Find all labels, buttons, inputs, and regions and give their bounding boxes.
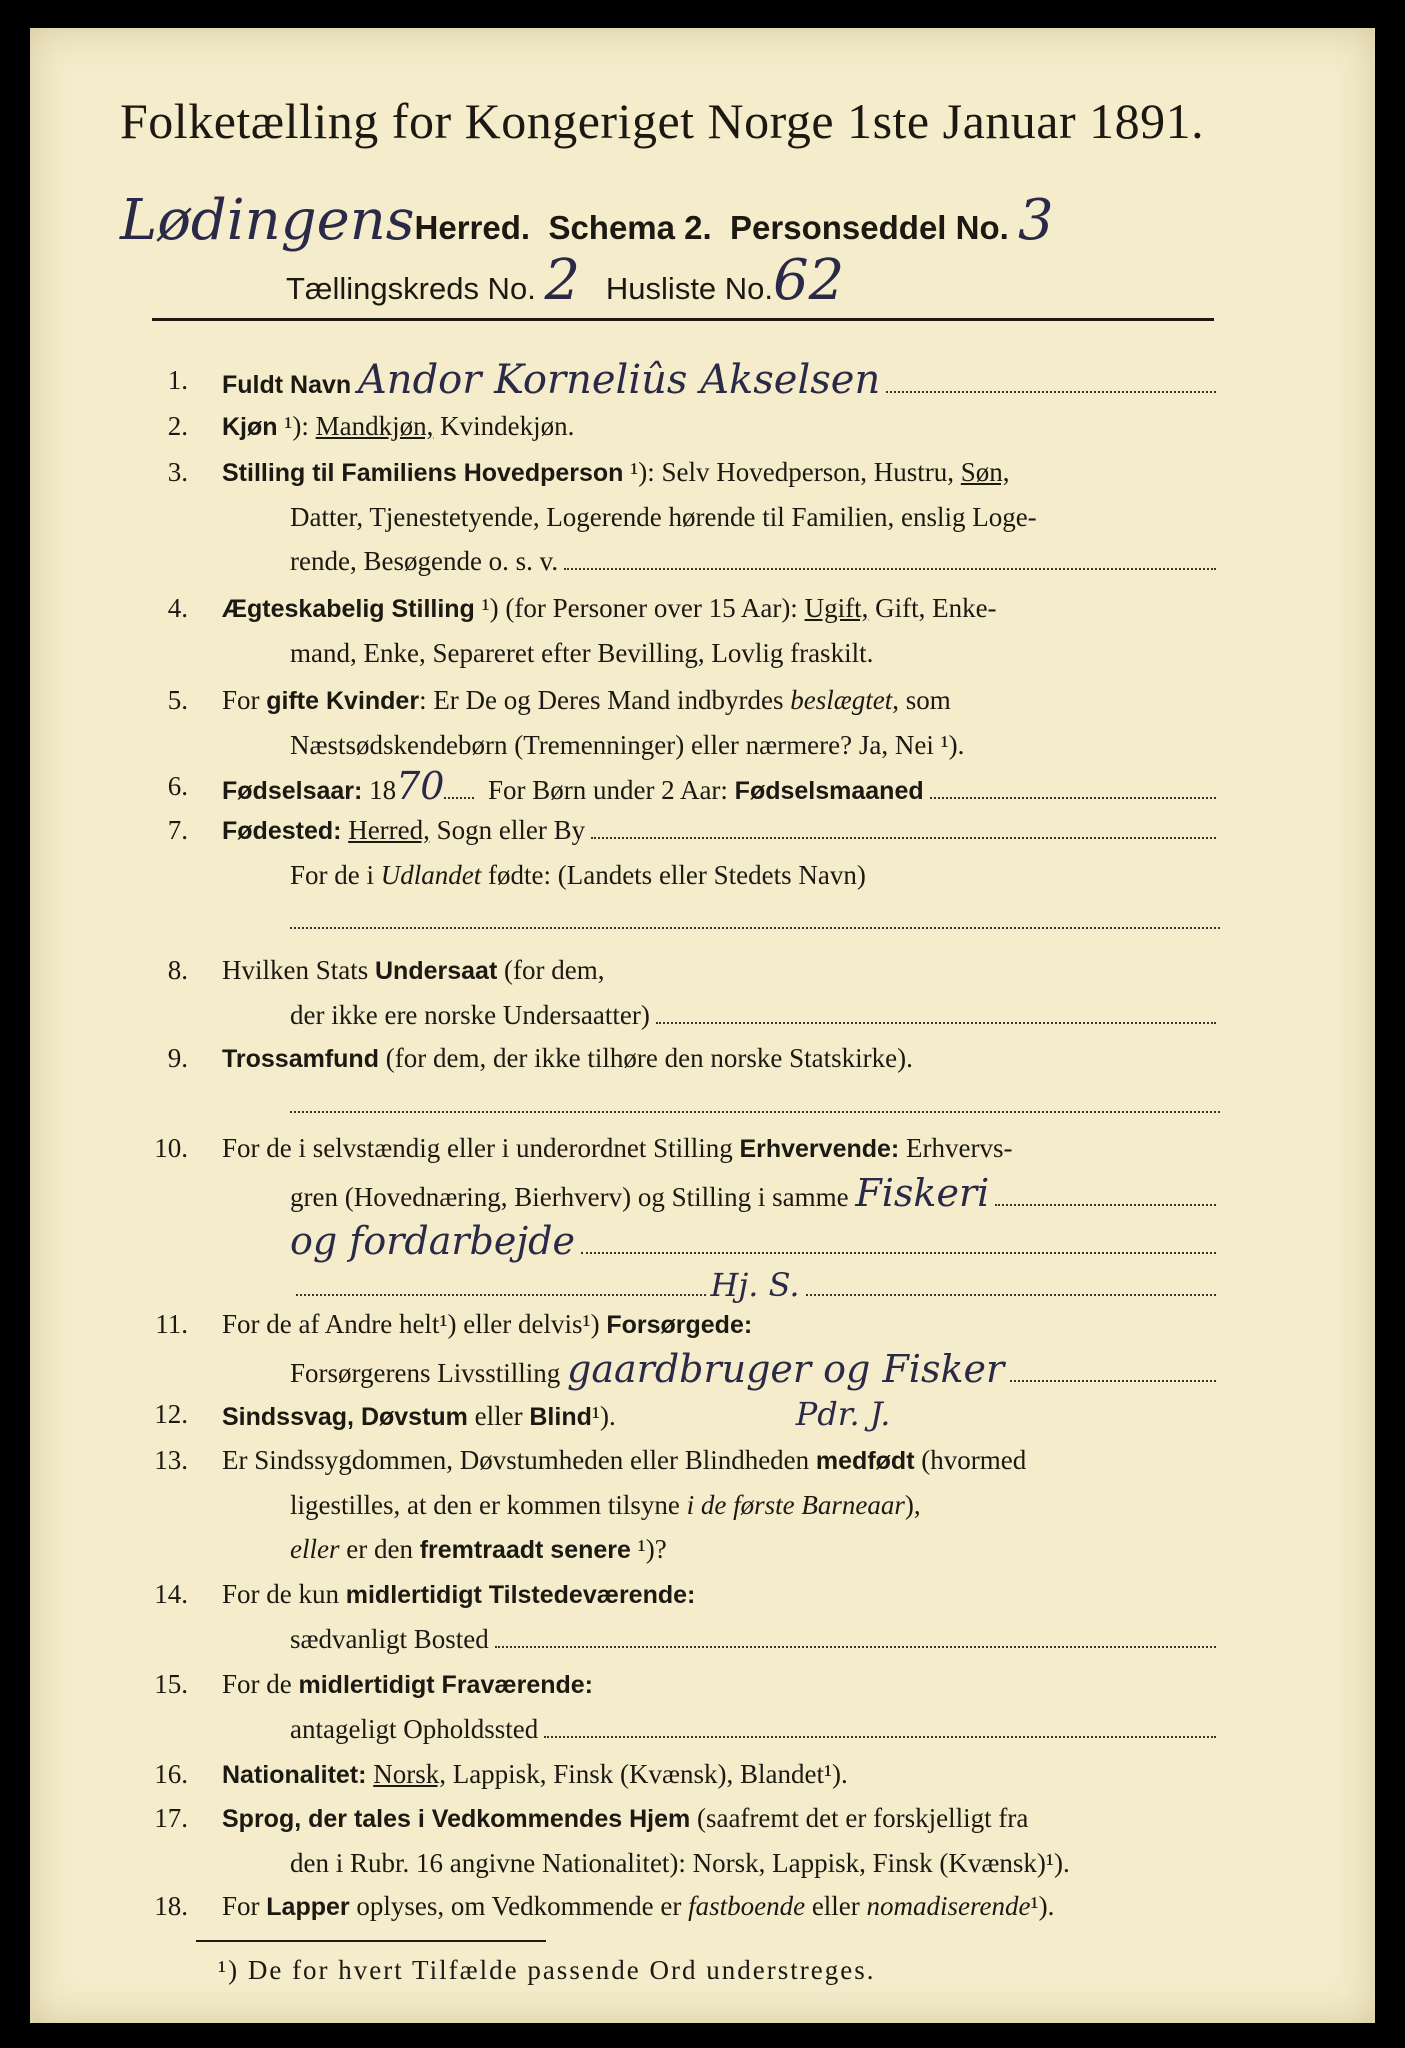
kreds-line: [286, 248, 844, 313]
item-number: 4.: [167, 593, 188, 623]
item-text: For: [222, 1891, 260, 1921]
form-title: Folketælling for Kongeriget Norge 1ste Januar 1891.: [120, 93, 1205, 149]
erhverv-value: Fiskeri: [855, 1171, 990, 1215]
item-text: Næstsødskendebørn (Tremenninger) eller nærmere? Ja, Nei ¹).: [290, 730, 965, 760]
item-text: oplyses, om Vedkommende er: [356, 1891, 682, 1921]
item-text: Er Sindssygdommen, Døvstumheden eller Blindheden: [222, 1445, 810, 1475]
sup-text: ¹).: [591, 1401, 616, 1431]
item-text: ligestilles, at den er kommen tilsyne: [290, 1490, 680, 1520]
item-text: (hvormed: [921, 1445, 1027, 1475]
item-text: Lappisk, Finsk (Kvænsk), Blandet¹).: [452, 1759, 848, 1789]
item-number: 13.: [154, 1445, 188, 1475]
aegteskab-selected: Ugift,: [804, 593, 869, 623]
aegteskab-text: mand, Enke, Separeret efter Bevilling, Lovlig fraskilt.: [290, 638, 874, 668]
kjon-label: Kjøn: [222, 413, 278, 441]
personseddel-value: 3: [1017, 188, 1054, 253]
sup-text: ¹): [582, 1309, 600, 1339]
taellingskreds-label: Tællingskreds No.: [286, 271, 536, 306]
item-text: , som: [892, 685, 951, 715]
item-text: Sogn eller By: [436, 815, 586, 845]
item-text: ¹) eller delvis: [439, 1309, 583, 1339]
husliste-value: 62: [773, 248, 845, 313]
stilling-selected: Søn,: [960, 457, 1010, 487]
fuldt-navn-value: Andor Korneliûs Akselsen: [357, 357, 881, 403]
item-number: 8.: [167, 955, 188, 985]
sup-text: ¹):: [284, 411, 309, 441]
gifte-label: gifte Kvinder: [266, 687, 420, 715]
item-number: 5.: [167, 685, 188, 715]
item-number: 3.: [167, 457, 188, 487]
item-text: eller: [290, 1534, 340, 1564]
herred-value: Lødingens: [120, 188, 415, 253]
item-text: For de i selvstændig eller i underordnet Stilling: [222, 1133, 733, 1163]
item-text: : Er De og Deres Mand indbyrdes: [419, 685, 784, 715]
fremtraadt-label: fremtraadt senere: [419, 1536, 631, 1564]
item-text: sædvanligt Bosted: [290, 1624, 489, 1654]
item-text: For: [222, 685, 260, 715]
item-text: der ikke ere norske Undersaatter): [290, 1000, 650, 1030]
fravaer-label: midlertidigt Fraværende:: [298, 1671, 593, 1699]
item-text: ),: [904, 1490, 921, 1520]
item-number: 14.: [154, 1579, 188, 1609]
item-number: 16.: [154, 1759, 188, 1789]
item-text: ¹).: [1030, 1891, 1055, 1921]
kjon-selected: Mandkjøn,: [315, 411, 434, 441]
fodselsaar-value: 70: [396, 764, 445, 808]
item-text: den i Rubr. 16 angivne Nationalitet): Norsk, Lappisk, Finsk (Kvænsk)¹).: [290, 1848, 1070, 1878]
fodselsmaaned-label: Fødselsmaaned: [734, 777, 924, 805]
item-text: For de: [222, 1669, 292, 1699]
lapper-label: Lapper: [266, 1893, 350, 1921]
item-text: For de i: [290, 860, 374, 890]
stilling-text: rende, Besøgende o. s. v.: [290, 546, 559, 576]
item-text: i de første Barneaar: [686, 1490, 905, 1520]
item-text: fødte: (Landets eller Stedets Navn): [488, 860, 866, 890]
schema-label: Schema 2.: [548, 209, 712, 246]
item-text: Forsørgerens Livsstilling: [290, 1358, 561, 1388]
trossamfund-label: Trossamfund: [222, 1045, 379, 1073]
item-text: gren (Hovednæring, Bierhverv) og Stilling i samme: [290, 1182, 849, 1212]
item-text: beslægtet: [790, 685, 893, 715]
tilstede-label: midlertidigt Tilstedeværende:: [345, 1581, 696, 1609]
nationalitet-label: Nationalitet:: [222, 1761, 367, 1789]
aegteskab-text: Gift, Enke-: [875, 593, 997, 623]
item-text: fastboende: [688, 1891, 806, 1921]
item-text: eller: [811, 1891, 860, 1921]
erhverv-label: Erhvervende:: [739, 1135, 900, 1163]
form-header-line: [120, 188, 1054, 253]
undersaat-label: Undersaat: [375, 957, 498, 985]
footnote: ¹) De for hvert Tilfælde passende Ord understreges.: [218, 1955, 876, 1985]
stilling-label: Stilling til Familiens Hovedperson: [222, 459, 624, 487]
item-text: For Børn under 2 Aar:: [487, 775, 728, 805]
sprog-label: Sprog, der tales i Vedkommendes Hjem: [222, 1805, 691, 1833]
forsorgede-label: Forsørgede:: [606, 1311, 753, 1339]
fodested-label: Fødested:: [222, 817, 342, 845]
nationalitet-selected: Norsk,: [373, 1759, 446, 1789]
fodselsaar-label: Fødselsaar:: [222, 777, 363, 805]
footnote-divider: [196, 1940, 546, 1942]
item-text: Erhvervs-: [906, 1133, 1013, 1163]
erhverv-value-2: og fordarbejde: [290, 1219, 575, 1263]
item-text: er den: [346, 1534, 413, 1564]
fuldt-navn-label: Fuldt Navn: [222, 371, 352, 399]
herred-label: Herred.: [414, 209, 531, 246]
fodested-selected: Herred,: [348, 815, 430, 845]
sindssvag-mark: Pdr. J.: [795, 1395, 891, 1433]
medfodt-label: medfødt: [815, 1447, 915, 1475]
stilling-text: Datter, Tjenestetyende, Logerende hørende til Familien, enslig Loge-: [290, 502, 1037, 532]
stilling-text: ¹): Selv Hovedperson, Hustru,: [630, 457, 955, 487]
item-number: 17.: [154, 1803, 188, 1833]
husliste-label: Husliste No.: [605, 271, 774, 306]
item-text: (for dem,: [504, 955, 605, 985]
item-number: 1.: [167, 365, 188, 395]
item-number: 11.: [155, 1309, 188, 1339]
item-text: Udlandet: [380, 860, 482, 890]
item-number: 15.: [154, 1669, 188, 1699]
item-text: Hvilken Stats: [222, 955, 369, 985]
item-text: For de kun: [222, 1579, 339, 1609]
item-number: 18.: [154, 1891, 188, 1921]
personseddel-label: Personseddel No.: [730, 209, 1009, 246]
blind-label: Blind: [529, 1403, 592, 1431]
taellingskreds-value: 2: [544, 248, 581, 313]
item-number: 9.: [167, 1043, 188, 1073]
item-text: (for dem, der ikke tilhøre den norske Statskirke).: [385, 1043, 913, 1073]
kjon-option: Kvindekjøn.: [440, 411, 575, 441]
item-text: eller: [474, 1401, 523, 1431]
aegteskab-label: Ægteskabelig Stilling: [222, 595, 475, 623]
erhverv-mark: Hj. S.: [710, 1266, 800, 1304]
item-number: 6.: [167, 771, 188, 801]
item-number: 2.: [167, 411, 188, 441]
item-text: ¹)?: [637, 1534, 667, 1564]
header-divider: [152, 318, 1214, 321]
sindssvag-label: Sindssvag, Døvstum: [222, 1403, 468, 1431]
item-text: (saafremt det er forskjelligt fra: [696, 1803, 1029, 1833]
item-text: nomadiserende: [866, 1891, 1031, 1921]
item-text: For de af Andre helt: [222, 1309, 440, 1339]
forsorger-value: gaardbruger og Fisker: [567, 1347, 1005, 1391]
fill-line: [290, 1081, 1220, 1113]
item-number: 7.: [167, 815, 188, 845]
item-number: 12.: [154, 1399, 188, 1429]
item-number: 10.: [154, 1133, 188, 1163]
item-text: antageligt Opholdssted: [290, 1714, 539, 1744]
aegteskab-text: ¹) (for Personer over 15 Aar):: [481, 593, 798, 623]
fill-line: [290, 897, 1220, 929]
fodselsaar-prefix: 18: [369, 775, 397, 805]
